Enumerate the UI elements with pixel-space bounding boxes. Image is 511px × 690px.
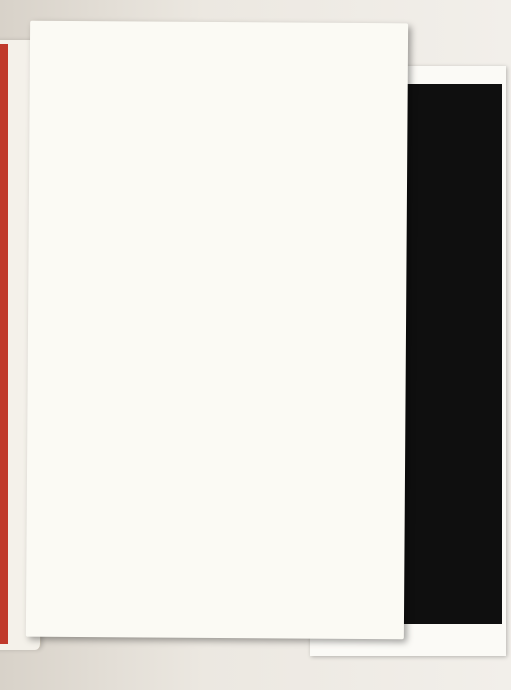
book-cover-edge bbox=[0, 44, 8, 644]
contents-page bbox=[26, 21, 408, 640]
table-of-contents bbox=[62, 75, 404, 77]
back-cover-contents-panel bbox=[398, 84, 502, 624]
page-title bbox=[30, 35, 408, 38]
